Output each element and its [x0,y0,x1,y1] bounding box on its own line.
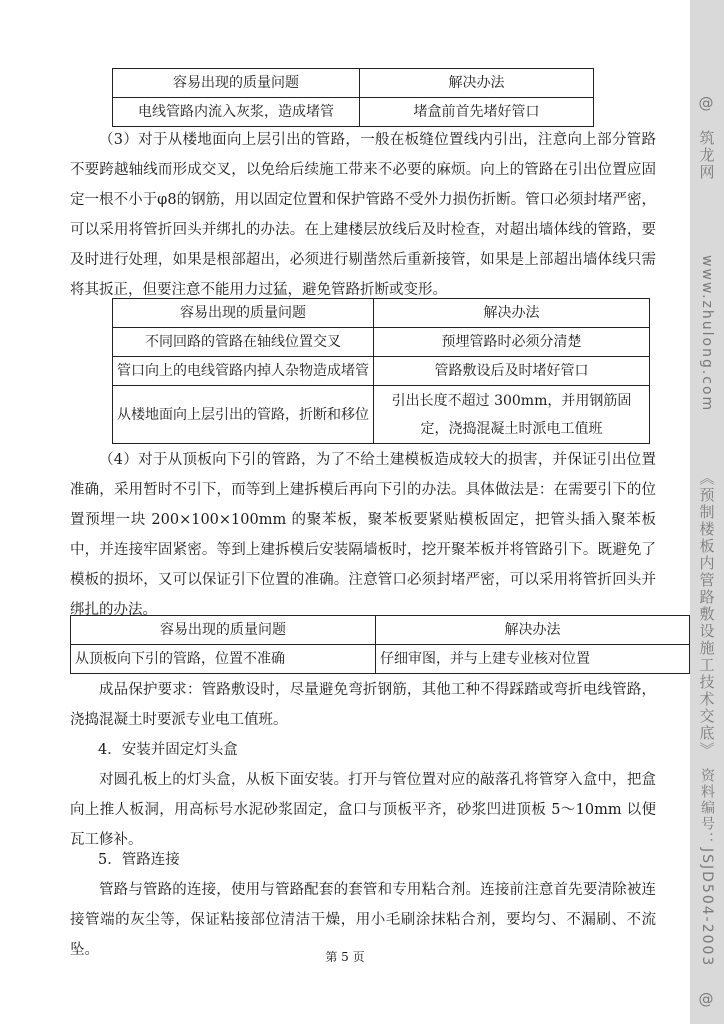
paragraph-lamp-box: 对圆孔板上的灯头盒，从板下面安装。打开与管位置对应的敲落孔将管穿入盒中，把盒向上推人板洞，用高标号水泥砂浆固定，盒口与顶板平齐，砂浆凹进顶板 5～10mm 以便瓦工修补。 [70,772,656,848]
at-sign-bottom: @ [698,990,716,1008]
table-cell: 管口向上的电线管路内掉人杂物造成堵管 [113,357,374,386]
page-number: 第 5 页 [325,950,365,964]
section-heading-5: 5．管路连接 [98,852,180,868]
table-cell: 不同回路的管路在轴线位置交叉 [113,328,374,357]
table-cell: 电线管路内流入灰浆，造成堵管 [113,98,360,127]
table-cell: 引出长度不超过 300mm，并用钢筋固定，浇捣混凝土时派电工值班 [374,386,650,444]
quality-table-2 [112,298,650,444]
watermark-sidebar [690,0,724,1024]
sidebar-document-title: 《预制楼板内管路敷设施工技术交底》 [697,470,716,759]
sidebar-document-code: 资料编号：JSJD504-2003 [699,768,715,968]
at-sign-top: @ [698,94,716,112]
table-cell: 从顶板向下引的管路，位置不准确 [71,645,376,674]
table-header: 解决办法 [374,299,650,328]
sidebar-brand: 筑龙网 [697,130,716,181]
paragraph-protection: 成品保护要求：管路敷设时，尽量避免弯折钢筋，其他工种不得踩踏或弯折电线管路，浇捣混凝土时要派专业电工值班。 [70,682,656,728]
paragraph-4: （4）对于从顶板向下引的管路，为了不给土建模板造成较大的损害，并保证引出位置准确，采用暂时不引下，而等到上建拆模后再向下引的办法。具体做法是：在需要引下的位置预埋一块 200×100×100mm 的聚苯板，聚苯板要紧贴模板固定，把管头插入聚苯板中，并连接牢固紧密。等到上建拆模后安装隔墙板时，挖开聚苯板并将管路引下。既避免了模板的损坏，又可以保证引下位置的准确。注意管口必须封堵严密，可以采用将管折回头并绑扎的办法。 [70,452,656,618]
table-cell: 从楼地面向上层引出的管路，折断和移位 [113,386,374,444]
table-header: 容易出现的质量问题 [71,616,376,645]
paragraph-3: （3）对于从楼地面向上层引出的管路，一般在板缝位置线内引出，注意向上部分管路不要跨越轴线而形成交叉，以免给后续施工带来不必要的麻烦。向上的管路在引出位置应固定一根不小于φ8的钢筋，用以固定位置和保护管路不受外力损伤折断。管口必须封堵严密，可以采用将管折回头并绑扎的办法。在上建楼层放线后及时检查，对超出墙体线的管路，要及时进行处理，如果是根部超出，必须进行剔凿然后重新接管，如果是上部超出墙体线只需将其扳正，但要注意不能用力过猛，避免管路折断或变形。 [70,132,656,298]
table-header: 容易出现的质量问题 [113,299,374,328]
table-cell: 管路敷设后及时堵好管口 [374,357,650,386]
section-heading-4: 4．安装并固定灯头盒 [98,742,238,758]
table-header: 解决办法 [376,616,690,645]
table-cell: 仔细审图，并与上建专业核对位置 [376,645,690,674]
table-header: 解决办法 [360,69,594,98]
sidebar-url: www.zhulong.com [699,255,715,413]
quality-table-1 [112,68,594,127]
quality-table-3 [70,615,690,674]
paragraph-pipe-connection: 管路与管路的连接，使用与管路配套的套管和专用粘合剂。连接前注意首先要清除被连接管端的灰尘等，保证粘接部位清洁干燥，用小毛刷涂抹粘合剂，要均匀、不漏刷、不流坠。 [70,882,656,958]
table-cell: 堵盒前首先堵好管口 [360,98,594,127]
table-cell: 预埋管路时必须分清楚 [374,328,650,357]
table-header: 容易出现的质量问题 [113,69,360,98]
